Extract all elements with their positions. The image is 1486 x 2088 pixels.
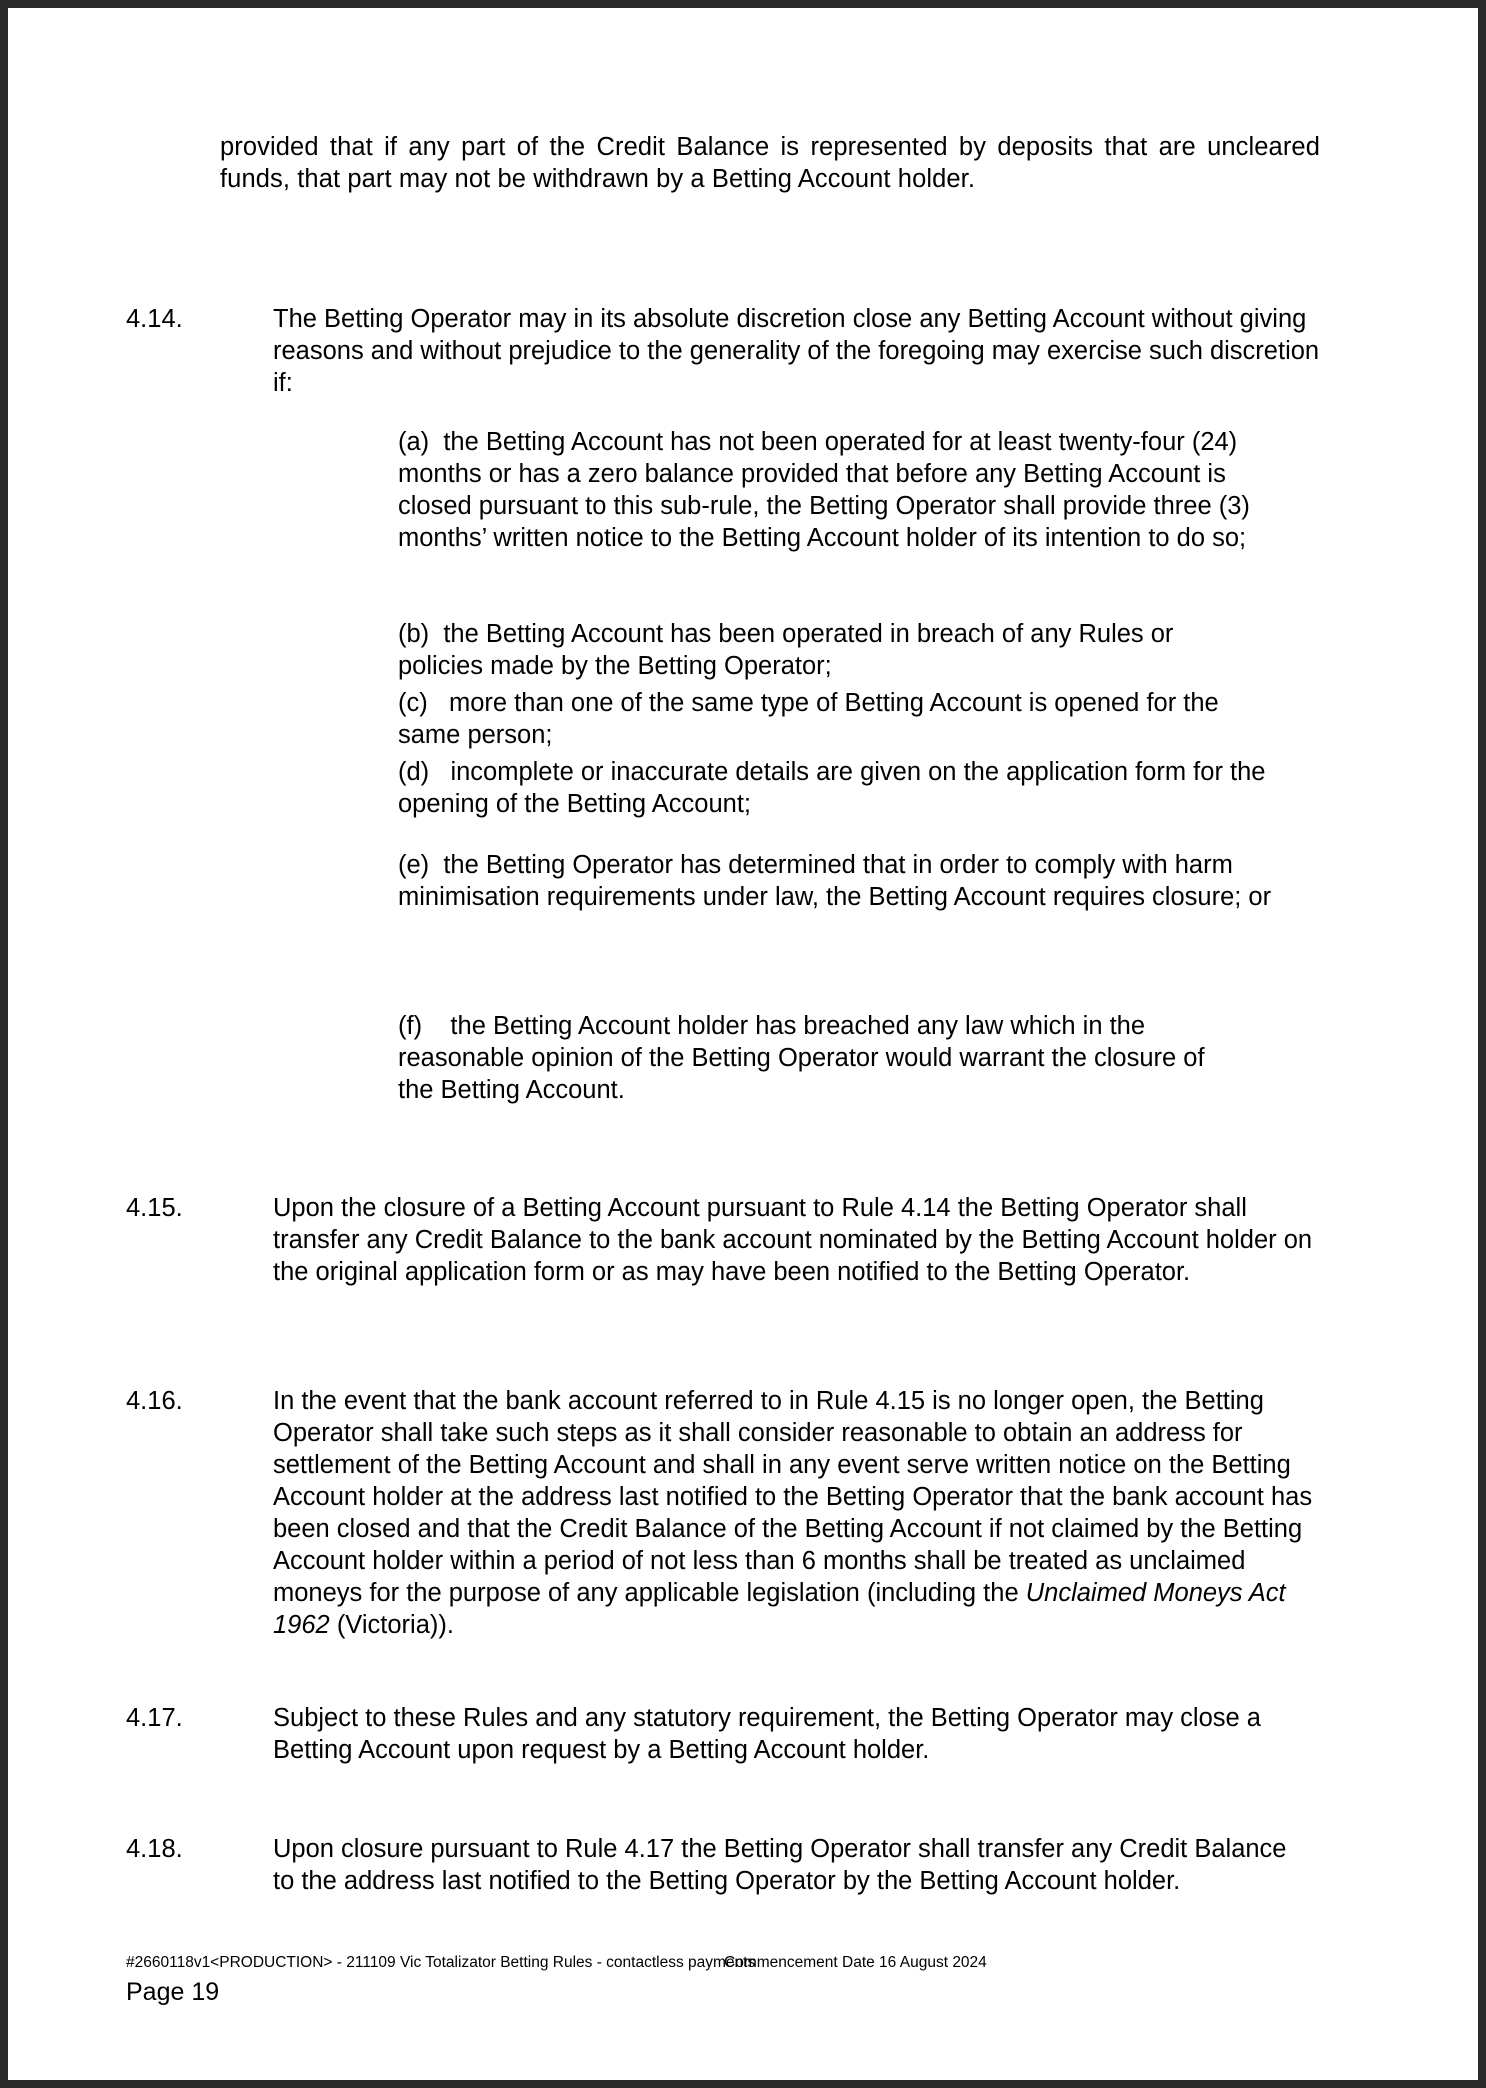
sub-item-e-marker: (e) — [398, 851, 430, 879]
sub-item-c-text: more than one of the same type of Betting Account is opened for the same person; — [398, 689, 1219, 749]
lead-paragraph-line-1: provided that if any part of the Credit Balance is represented by deposits that are — [220, 133, 1196, 161]
sub-item-a-marker: (a) — [398, 428, 430, 456]
rule-item-4-18 — [126, 1833, 1356, 1897]
lead-paragraph — [220, 131, 1320, 195]
lead-paragraph-line-2: uncleared funds, that part may not be withdrawn by a Betting Account holder. — [220, 133, 1320, 193]
sub-item-d-text: incomplete or inaccurate details are given on the application form for the opening of the Betting Account; — [398, 758, 1266, 818]
rule-text-4-15: Upon the closure of a Betting Account pursuant to Rule 4.14 the Betting Operator shall transfer any Credit Balance to the bank account nominated by the Betting Account holder on the original application form or as may have been notified to the Betting Operator. — [273, 1194, 1313, 1286]
sub-item-d-marker: (d) — [398, 758, 430, 786]
rule-number-4-17: 4.17. — [126, 1704, 183, 1732]
page-content-area — [8, 8, 1478, 2080]
rule-text-4-16 — [273, 1385, 1323, 1641]
page-footer — [126, 1953, 1356, 2033]
sub-item-f-marker: (f) — [398, 1012, 423, 1040]
sub-item-b — [398, 618, 1218, 682]
rule-number-4-18: 4.18. — [126, 1835, 183, 1863]
sub-item-b-marker: (b) — [398, 620, 430, 648]
sub-item-a-text: the Betting Account has not been operated for at least twenty-four (24) months or has a zero balance provided that before any Betting Account is closed pursuant to this sub-rule, the Betting Operator shall provide three (3) months’ written notice to the Betting Account holder of its intention to do so; — [398, 428, 1250, 552]
footer-document-reference: #2660118v1<PRODUCTION> - 211109 Vic Totalizator Betting Rules - contactless payments — [126, 1954, 756, 1971]
sub-item-f-text: the Betting Account holder has breached any law which in the reasonable opinion of the Betting Operator would warrant the closure of the Betting Account. — [398, 1012, 1205, 1104]
rule-item-4-17 — [126, 1702, 1356, 1766]
sub-item-d — [398, 756, 1283, 820]
rule-4-16-text-before-citation: In the event that the bank account referred to in Rule 4.15 is no longer open, the Betting Operator shall take such steps as it shall consider reasonable to obtain an address for settlement of the Betting Account and shall in any event serve written notice on the Betting Account holder at the address last notified to the Betting Operator that the bank account has been closed and that the Credit Balance of the Betting Account if not claimed by the Betting Account holder within a period of not less than 6 months shall be treated as unclaimed moneys for the purpose of any applicable legislation (including the — [273, 1387, 1313, 1607]
rule-4-16-italic-citation: Unclaimed Moneys Act 1962 — [273, 1579, 1286, 1639]
sub-item-f — [398, 1010, 1243, 1106]
footer-commencement-date: Commencement Date 16 August 2024 — [724, 1954, 987, 1971]
sub-item-e — [398, 849, 1288, 913]
footer-top-row — [126, 1953, 1356, 1979]
sub-item-c-marker: (c) — [398, 689, 428, 717]
sub-item-e-text: the Betting Operator has determined that in order to comply with harm minimisation requirements under law, the Betting Account requires closure; or — [398, 851, 1272, 911]
rule-text-4-18: Upon closure pursuant to Rule 4.17 the Betting Operator shall transfer any Credit Balance to the address last notified to the Betting Operator by the Betting Account holder. — [273, 1835, 1287, 1895]
rule-text-4-17: Subject to these Rules and any statutory requirement, the Betting Operator may close a Betting Account upon request by a Betting Account holder. — [273, 1704, 1261, 1764]
rule-item-4-14 — [126, 303, 1356, 399]
rule-item-4-15 — [126, 1192, 1356, 1288]
footer-page-number: Page 19 — [126, 1978, 220, 2006]
page-sheet — [8, 8, 1478, 2080]
rule-4-16-text-after-citation: (Victoria)). — [329, 1611, 454, 1639]
sub-item-a — [398, 426, 1298, 554]
sub-item-c — [398, 687, 1278, 751]
sub-item-b-text: the Betting Account has been operated in breach of any Rules or policies made by the Betting Operator; — [398, 620, 1174, 680]
rule-number-4-14: 4.14. — [126, 305, 183, 333]
rule-number-4-16: 4.16. — [126, 1387, 183, 1415]
rule-text-4-14: The Betting Operator may in its absolute discretion close any Betting Account without giving reasons and without prejudice to the generality of the foregoing may exercise such discretion if: — [273, 305, 1320, 397]
rule-number-4-15: 4.15. — [126, 1194, 183, 1222]
rule-item-4-16 — [126, 1385, 1356, 1641]
